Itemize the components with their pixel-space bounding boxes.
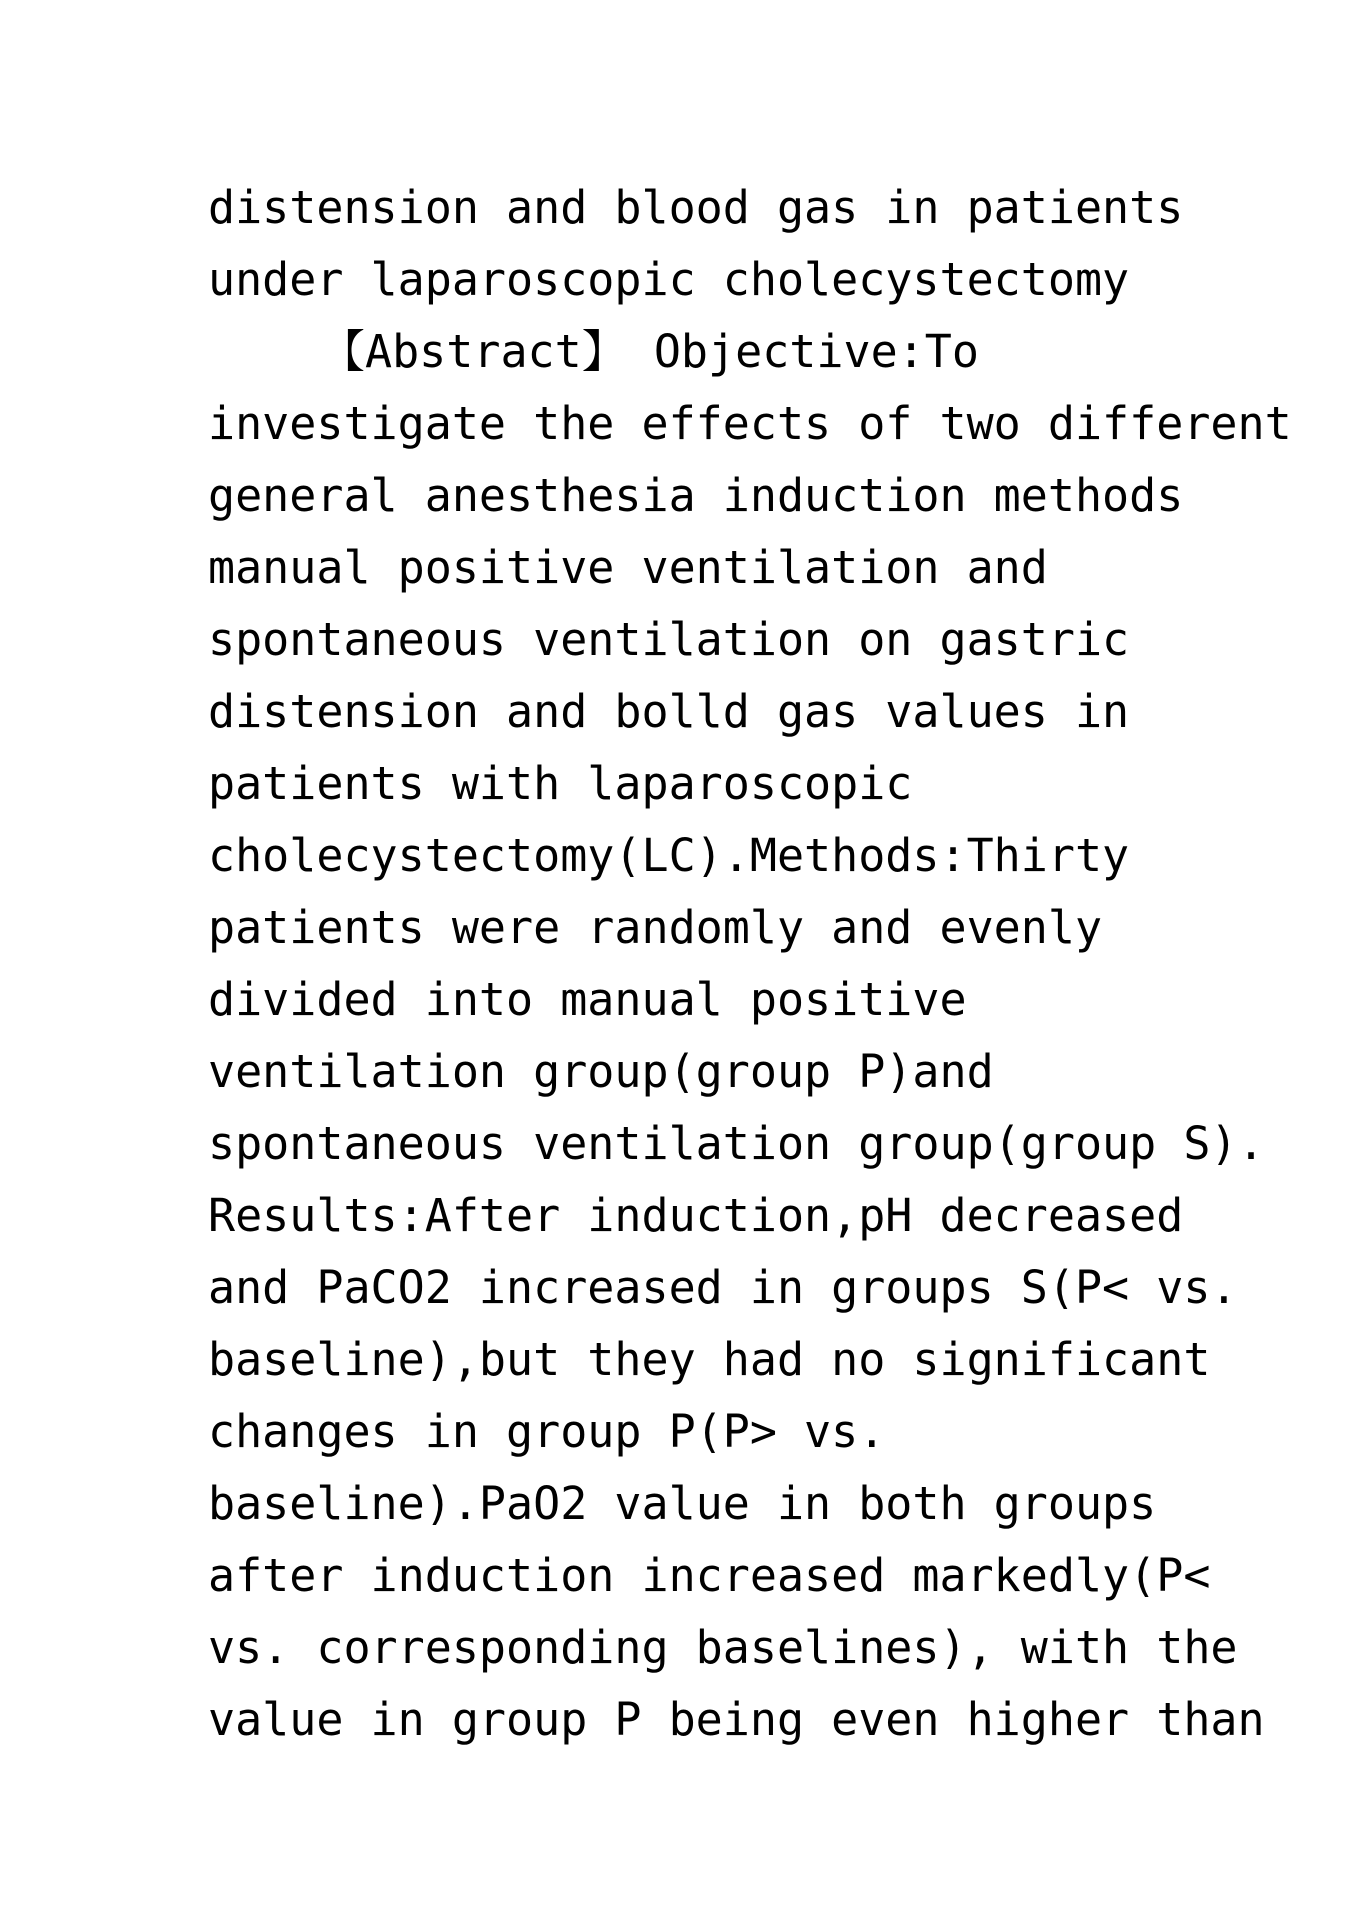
text-line: distension and bolld gas values in: [208, 685, 1130, 738]
text-line: divided into manual positive: [208, 973, 967, 1026]
text-line: Results:After induction,pH decreased: [208, 1189, 1184, 1242]
text-line: spontaneous ventilation group(group S).: [208, 1117, 1265, 1170]
text-line: cholecystectomy(LC).Methods:Thirty: [208, 829, 1130, 882]
text-line: ventilation group(group P)and: [208, 1045, 994, 1098]
text-line: baseline).PaO2 value in both groups: [208, 1477, 1157, 1530]
text-line: investigate the effects of two different: [208, 397, 1292, 450]
text-line: spontaneous ventilation on gastric: [208, 613, 1130, 666]
text-line: changes in group P(P> vs.: [208, 1405, 886, 1458]
text-line: baseline),but they had no significant: [208, 1333, 1211, 1386]
abstract-heading-line: 【Abstract】 Objective:To: [320, 325, 979, 378]
text-line: patients with laparoscopic: [208, 757, 913, 810]
text-line: general anesthesia induction methods: [208, 469, 1184, 522]
text-line: value in group P being even higher than: [208, 1693, 1265, 1746]
text-line: distension and blood gas in patients: [208, 181, 1184, 234]
abstract-text-block: [208, 172, 1292, 1756]
text-line: manual positive ventilation and: [208, 541, 1048, 594]
text-line: and PaCO2 increased in groups S(P< vs.: [208, 1261, 1238, 1314]
text-line: under laparoscopic cholecystectomy: [208, 253, 1130, 306]
text-line: after induction increased markedly(P<: [208, 1549, 1211, 1602]
text-line: patients were randomly and evenly: [208, 901, 1103, 954]
text-line: vs. corresponding baselines), with the: [208, 1621, 1238, 1674]
